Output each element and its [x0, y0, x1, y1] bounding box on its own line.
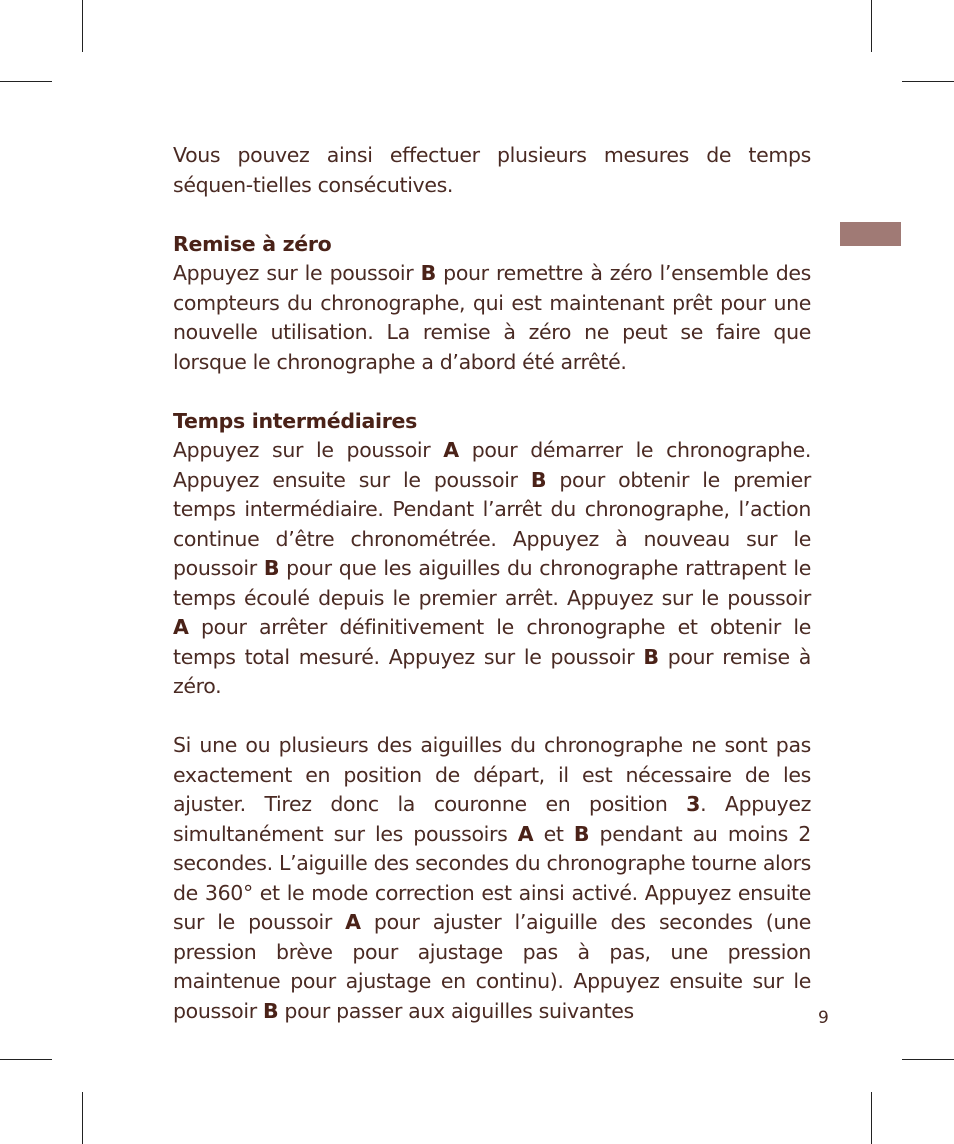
adjust-text-2: . Appuyez simultanément sur les poussoirs [173, 792, 811, 846]
pusher-a-label: A [443, 438, 459, 462]
reset-paragraph [173, 259, 811, 377]
adjust-text-1: Si une ou plusieurs des aiguilles du chronographe ne sont pas exactement en position de départ, il est nécessaire de les ajuster. Tirez donc la couronne en position [173, 733, 811, 816]
page-content [173, 141, 811, 1056]
split-heading: Temps intermédiaires [173, 408, 418, 433]
crop-mark-bottom-right-horizontal [902, 1059, 954, 1060]
adjust-text-3: et [533, 821, 574, 846]
split-text-3: pour obtenir le premier temps intermédiaire. Pendant l’arrêt du chronographe, l’action continue d’être chronométrée. Appuyez à nouveau sur le poussoir [173, 467, 811, 580]
adjust-text-6: pour passer aux aiguilles suivantes [278, 998, 634, 1023]
reset-heading: Remise à zéro [173, 231, 332, 256]
intro-text: Vous pouvez ainsi effectuer plusieurs mesures de temps séquen-tielles consécutives. [173, 143, 811, 197]
crown-position-label: 3 [686, 792, 701, 816]
crop-mark-top-right-vertical [871, 0, 872, 52]
crop-mark-bottom-left-vertical [82, 1092, 83, 1144]
adjust-text-5: pour ajuster l’aiguille des secondes (une pression brève pour ajustage pas à pas, une pression maintenue pour ajustage en continu). Appuyez ensuite sur le poussoir [173, 910, 811, 1023]
pusher-b-label: B [420, 261, 436, 285]
pusher-a-label: A [345, 910, 361, 934]
split-text-1: Appuyez sur le poussoir [173, 438, 444, 462]
crop-mark-top-left-vertical [82, 0, 83, 52]
crop-mark-bottom-left-horizontal [0, 1059, 52, 1060]
pusher-b-label: B [263, 556, 280, 580]
pusher-a-label: A [173, 615, 189, 639]
adjust-text-4: pendant au moins 2 secondes. L’aiguille des secondes du chronographe tourne alors de 360° et le mode correction est ainsi activé. Appuyez ensuite sur le poussoir [173, 821, 811, 934]
crop-mark-top-right-horizontal [902, 81, 954, 82]
split-text-4: pour que les aiguilles du chronographe rattrapent le temps écoulé depuis le premier arrêt. Appuyez sur le poussoir [173, 556, 811, 610]
pusher-b-label: B [262, 998, 279, 1023]
split-paragraph [173, 436, 811, 702]
split-text-6: pour remise à zéro. [173, 644, 811, 698]
pusher-b-label: B [530, 467, 547, 492]
intro-paragraph [173, 141, 811, 200]
pusher-b-label: B [573, 821, 590, 846]
crop-mark-bottom-right-vertical [871, 1092, 872, 1144]
adjust-paragraph [173, 731, 811, 1026]
section-tab-marker [840, 222, 901, 246]
crop-mark-top-left-horizontal [0, 81, 52, 82]
reset-text-1: Appuyez sur le poussoir [173, 261, 421, 285]
page-number: 9 [818, 1008, 829, 1028]
split-text-5: pour arrêter définitivement le chronographe et obtenir le temps total mesuré. Appuyez sur le poussoir [173, 615, 811, 669]
reset-text-2: pour remettre à zéro l’ensemble des compteurs du chronographe, qui est maintenant prêt pour une nouvelle utilisation. La remise à zéro ne peut se faire que lorsque le chronographe a d’abord été arrêté. [173, 261, 811, 374]
pusher-b-label: B [643, 644, 659, 669]
split-text-2: pour démarrer le chronographe. Appuyez ensuite sur le poussoir [173, 438, 812, 492]
pusher-a-label: A [517, 821, 534, 846]
